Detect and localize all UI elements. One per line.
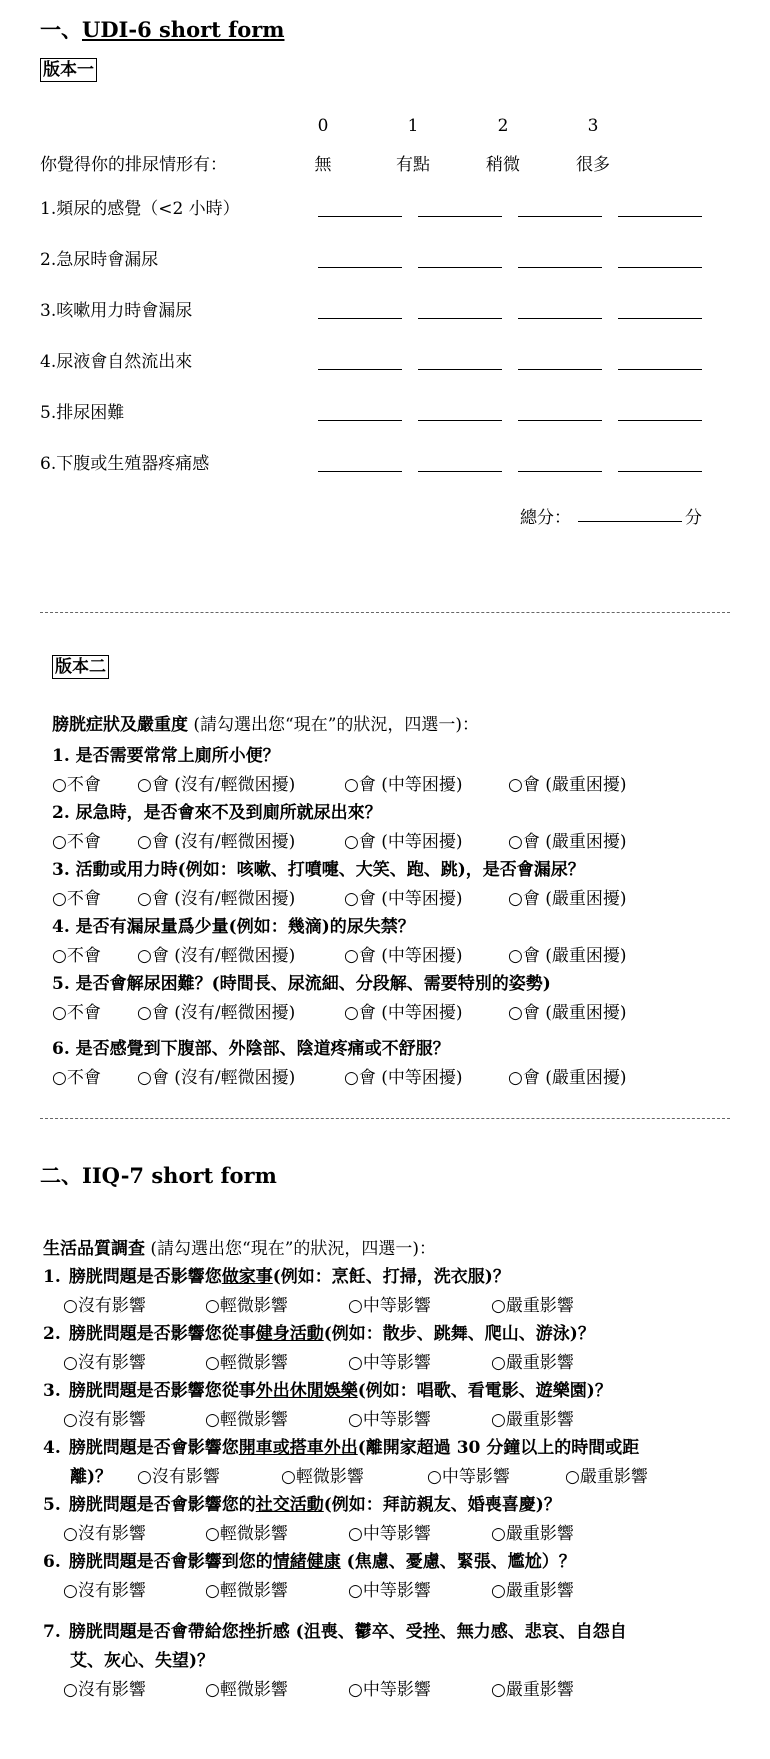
iiq-q6-option-1[interactable]: ○輕微影響 <box>205 1581 288 1601</box>
scale-label-0: 無 <box>314 155 332 175</box>
iiq-question-6-topic: 情緒健康 <box>272 1552 341 1572</box>
version2-heading <box>52 710 479 735</box>
answer-blank-item1-col3[interactable] <box>618 215 702 217</box>
iiq-question-1-text: 膀胱問題是否影響您 <box>68 1267 222 1287</box>
section-divider <box>40 612 730 613</box>
iiq-q3-option-2[interactable]: ○中等影響 <box>348 1410 431 1430</box>
answer-blank-item6-col1[interactable] <box>418 470 502 472</box>
answer-blank-item6-col0[interactable] <box>318 470 402 472</box>
v2-q1-option-0[interactable]: ○不會 <box>52 775 101 795</box>
answer-blank-item4-col2[interactable] <box>518 368 602 370</box>
v2-question-1: 1. 是否需要常常上廁所小便？ <box>52 746 280 766</box>
iiq-question-1 <box>43 1262 510 1287</box>
v2-q3-option-0[interactable]: ○不會 <box>52 889 101 909</box>
section2-heading-bold: 生活品質調查 <box>43 1239 145 1259</box>
section2-title-text: IIQ-7 short form <box>82 1163 277 1188</box>
scale-value-0: 0 <box>317 116 329 136</box>
iiq-q1-option-1[interactable]: ○輕微影響 <box>205 1296 288 1316</box>
iiq-question-3-number: 3. <box>43 1381 61 1401</box>
section1-title-text: UDI-6 short form <box>82 17 285 42</box>
iiq-question-4-continuation: 離)？ <box>70 1467 113 1487</box>
iiq-q2-option-1[interactable]: ○輕微影響 <box>205 1353 288 1373</box>
v2-q2-option-2[interactable]: ○會 (中等困擾) <box>344 832 463 852</box>
answer-blank-item6-col3[interactable] <box>618 470 702 472</box>
udi-item-4: 4.尿液會自然流出來 <box>40 352 193 372</box>
v2-q5-option-0[interactable]: ○不會 <box>52 1003 101 1023</box>
iiq-q4-option-1[interactable]: ○輕微影響 <box>281 1467 364 1487</box>
iiq-q3-option-1[interactable]: ○輕微影響 <box>205 1410 288 1430</box>
total-score-unit: 分 <box>685 508 702 528</box>
v2-question-3: 3. 活動或用力時(例如：咳嗽、打噴嚏、大笑、跑、跳)，是否會漏尿？ <box>52 860 585 880</box>
iiq-q3-option-3[interactable]: ○嚴重影響 <box>491 1410 574 1430</box>
scale-label-1: 有點 <box>396 155 430 175</box>
answer-blank-item5-col2[interactable] <box>518 419 602 421</box>
version2-heading-rest: (請勾選出您“現在”的狀況，四選一)： <box>188 715 480 735</box>
iiq-question-7-text: 膀胱問題是否會帶給您挫折感 <box>68 1622 290 1642</box>
iiq-q4-option-3[interactable]: ○嚴重影響 <box>565 1467 648 1487</box>
iiq-question-1-topic: 做家事 <box>221 1267 273 1287</box>
iiq-q5-option-2[interactable]: ○中等影響 <box>348 1524 431 1544</box>
answer-blank-item4-col0[interactable] <box>318 368 402 370</box>
scale-value-1: 1 <box>407 116 419 136</box>
answer-blank-item2-col2[interactable] <box>518 266 602 268</box>
v2-q3-option-2[interactable]: ○會 (中等困擾) <box>344 889 463 909</box>
v2-q6-option-0[interactable]: ○不會 <box>52 1068 101 1088</box>
iiq-question-2-number: 2. <box>43 1324 61 1344</box>
iiq-question-4-detail: (離開家超過 30 分鐘以上的時間或距 <box>357 1438 640 1458</box>
iiq-question-2-detail: (例如：散步、跳舞、爬山、游泳)？ <box>323 1324 595 1344</box>
iiq-question-2-topic: 健身活動 <box>255 1324 324 1344</box>
answer-blank-item2-col1[interactable] <box>418 266 502 268</box>
v2-q2-option-0[interactable]: ○不會 <box>52 832 101 852</box>
answer-blank-item5-col1[interactable] <box>418 419 502 421</box>
answer-blank-item3-col1[interactable] <box>418 317 502 319</box>
v2-q4-option-3[interactable]: ○會 (嚴重困擾) <box>508 946 627 966</box>
iiq-question-5-detail: (例如：拜訪親友、婚喪喜慶)？ <box>323 1495 561 1515</box>
iiq-q2-option-2[interactable]: ○中等影響 <box>348 1353 431 1373</box>
v2-q2-option-1[interactable]: ○會 (沒有/輕微困擾) <box>137 832 296 852</box>
udi-item-1: 1.頻尿的感覺（<2 小時） <box>40 199 240 219</box>
v2-q6-option-1[interactable]: ○會 (沒有/輕微困擾) <box>137 1068 296 1088</box>
udi-item-2: 2.急尿時會漏尿 <box>40 250 159 270</box>
iiq-question-2-text: 膀胱問題是否影響您從事 <box>68 1324 256 1344</box>
total-score-blank[interactable] <box>578 521 682 522</box>
iiq-question-6 <box>43 1547 576 1572</box>
iiq-question-4-text: 膀胱問題是否會影響您 <box>68 1438 239 1458</box>
iiq-question-7-number: 7. <box>43 1622 61 1642</box>
iiq-question-7-detail: (沮喪、鬱卒、受挫、無力感、悲哀、自怨自 <box>289 1622 627 1642</box>
iiq-question-3-detail: (例如：唱歌、看電影、遊樂園)？ <box>357 1381 612 1401</box>
version1-prompt: 你覺得你的排尿情形有： <box>40 155 227 175</box>
section1-title-prefix: 一、 <box>40 17 82 42</box>
iiq-question-4 <box>43 1433 639 1458</box>
iiq-question-3-topic: 外出休閒娛樂 <box>255 1381 358 1401</box>
v2-question-2: 2. 尿急時，是否會來不及到廁所就尿出來？ <box>52 803 382 823</box>
section-divider <box>40 1118 730 1119</box>
v2-q4-option-0[interactable]: ○不會 <box>52 946 101 966</box>
iiq-q7-option-3[interactable]: ○嚴重影響 <box>491 1680 574 1700</box>
section1-title <box>40 14 284 44</box>
iiq-question-7 <box>43 1617 627 1642</box>
v2-q3-option-1[interactable]: ○會 (沒有/輕微困擾) <box>137 889 296 909</box>
iiq-question-3-text: 膀胱問題是否影響您從事 <box>68 1381 256 1401</box>
section2-heading <box>43 1234 436 1259</box>
answer-blank-item3-col0[interactable] <box>318 317 402 319</box>
v2-q1-option-1[interactable]: ○會 (沒有/輕微困擾) <box>137 775 296 795</box>
v2-q4-option-2[interactable]: ○會 (中等困擾) <box>344 946 463 966</box>
iiq-question-6-number: 6. <box>43 1552 61 1572</box>
v2-q4-option-1[interactable]: ○會 (沒有/輕微困擾) <box>137 946 296 966</box>
iiq-question-5 <box>43 1490 561 1515</box>
v2-q5-option-3[interactable]: ○會 (嚴重困擾) <box>508 1003 627 1023</box>
answer-blank-item1-col2[interactable] <box>518 215 602 217</box>
iiq-question-4-topic: 開車或搭車外出 <box>238 1438 358 1458</box>
udi-item-6: 6.下腹或生殖器疼痛感 <box>40 454 210 474</box>
answer-blank-item1-col1[interactable] <box>418 215 502 217</box>
udi-item-3: 3.咳嗽用力時會漏尿 <box>40 301 193 321</box>
iiq-q1-option-2[interactable]: ○中等影響 <box>348 1296 431 1316</box>
answer-blank-item6-col2[interactable] <box>518 470 602 472</box>
iiq-question-6-text: 膀胱問題是否會影響到您的 <box>68 1552 273 1572</box>
iiq-q3-option-0[interactable]: ○沒有影響 <box>63 1410 146 1430</box>
answer-blank-item5-col3[interactable] <box>618 419 702 421</box>
v2-q1-option-2[interactable]: ○會 (中等困擾) <box>344 775 463 795</box>
iiq-q4-option-2[interactable]: ○中等影響 <box>427 1467 510 1487</box>
iiq-question-1-number: 1. <box>43 1267 61 1287</box>
scale-value-2: 2 <box>497 116 509 136</box>
answer-blank-item3-col3[interactable] <box>618 317 702 319</box>
v2-question-4: 4. 是否有漏尿量爲少量(例如：幾滴)的尿失禁？ <box>52 917 415 937</box>
answer-blank-item4-col3[interactable] <box>618 368 702 370</box>
iiq-q6-option-2[interactable]: ○中等影響 <box>348 1581 431 1601</box>
scale-label-2: 稍微 <box>486 155 520 175</box>
iiq-question-5-topic: 社交活動 <box>255 1495 324 1515</box>
section2-heading-rest: (請勾選出您“現在”的狀況，四選一)： <box>145 1239 437 1259</box>
v2-q1-option-3[interactable]: ○會 (嚴重困擾) <box>508 775 627 795</box>
v2-q5-option-1[interactable]: ○會 (沒有/輕微困擾) <box>137 1003 296 1023</box>
iiq-q1-option-0[interactable]: ○沒有影響 <box>63 1296 146 1316</box>
iiq-q5-option-1[interactable]: ○輕微影響 <box>205 1524 288 1544</box>
iiq-q1-option-3[interactable]: ○嚴重影響 <box>491 1296 574 1316</box>
udi-item-5: 5.排尿困難 <box>40 403 125 423</box>
iiq-q7-option-2[interactable]: ○中等影響 <box>348 1680 431 1700</box>
iiq-q6-option-0[interactable]: ○沒有影響 <box>63 1581 146 1601</box>
iiq-question-4-number: 4. <box>43 1438 61 1458</box>
iiq-question-3 <box>43 1376 612 1401</box>
iiq-q6-option-3[interactable]: ○嚴重影響 <box>491 1581 574 1601</box>
iiq-question-6-detail: (焦慮、憂慮、緊張、尷尬）？ <box>340 1552 576 1572</box>
version1-label: 版本一 <box>40 58 97 82</box>
v2-q3-option-3[interactable]: ○會 (嚴重困擾) <box>508 889 627 909</box>
answer-blank-item1-col0[interactable] <box>318 215 402 217</box>
version2-heading-bold: 膀胱症狀及嚴重度 <box>52 715 188 735</box>
iiq-question-5-text: 膀胱問題是否會影響您的 <box>68 1495 256 1515</box>
answer-blank-item3-col2[interactable] <box>518 317 602 319</box>
v2-q6-option-2[interactable]: ○會 (中等困擾) <box>344 1068 463 1088</box>
iiq-q5-option-3[interactable]: ○嚴重影響 <box>491 1524 574 1544</box>
v2-q2-option-3[interactable]: ○會 (嚴重困擾) <box>508 832 627 852</box>
total-score-label: 總分： <box>520 508 571 528</box>
v2-question-5: 5. 是否會解尿困難？(時間長、尿流細、分段解、需要特別的姿勢) <box>52 974 551 994</box>
answer-blank-item5-col0[interactable] <box>318 419 402 421</box>
answer-blank-item4-col1[interactable] <box>418 368 502 370</box>
section2-title <box>40 1160 277 1190</box>
answer-blank-item2-col0[interactable] <box>318 266 402 268</box>
section2-title-prefix: 二、 <box>40 1163 82 1188</box>
iiq-q7-option-1[interactable]: ○輕微影響 <box>205 1680 288 1700</box>
iiq-q4-option-0[interactable]: ○沒有影響 <box>137 1467 220 1487</box>
iiq-question-5-number: 5. <box>43 1495 61 1515</box>
v2-question-6: 6. 是否感覺到下腹部、外陰部、陰道疼痛或不舒服？ <box>52 1039 450 1059</box>
scale-value-3: 3 <box>587 116 599 136</box>
iiq-q2-option-3[interactable]: ○嚴重影響 <box>491 1353 574 1373</box>
iiq-q2-option-0[interactable]: ○沒有影響 <box>63 1353 146 1373</box>
iiq-question-1-detail: (例如：烹飪、打掃，洗衣服)？ <box>272 1267 510 1287</box>
answer-blank-item2-col3[interactable] <box>618 266 702 268</box>
version2-label: 版本二 <box>52 655 109 679</box>
iiq-question-7-continuation: 艾、灰心、失望)？ <box>70 1651 215 1671</box>
iiq-question-2 <box>43 1319 595 1344</box>
iiq-q5-option-0[interactable]: ○沒有影響 <box>63 1524 146 1544</box>
v2-q6-option-3[interactable]: ○會 (嚴重困擾) <box>508 1068 627 1088</box>
iiq-q7-option-0[interactable]: ○沒有影響 <box>63 1680 146 1700</box>
scale-label-3: 很多 <box>576 155 610 175</box>
v2-q5-option-2[interactable]: ○會 (中等困擾) <box>344 1003 463 1023</box>
